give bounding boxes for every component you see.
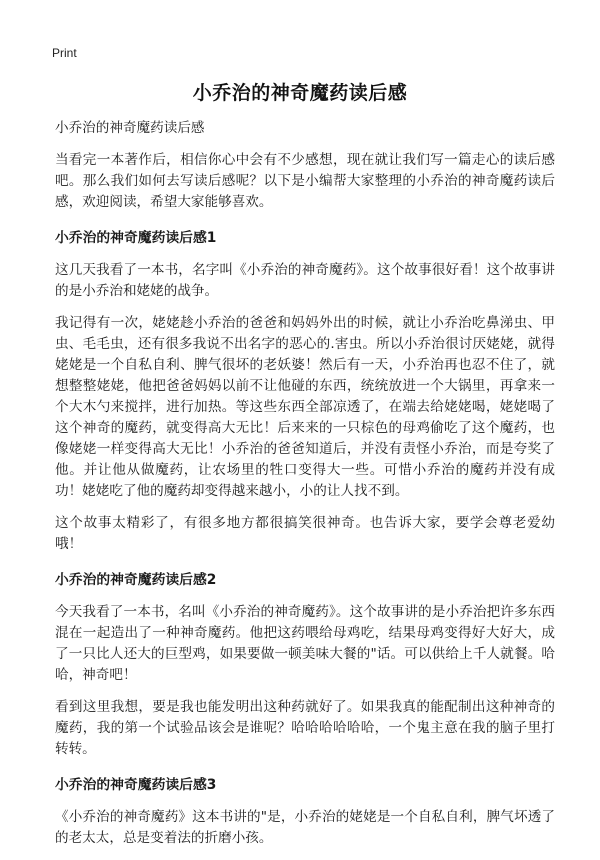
section-heading-2: 小乔治的神奇魔药读后感2: [55, 572, 217, 588]
section-2-paragraph-2: 看到这里我想，要是我也能发明出这种药就好了。如果我真的能配制出这种神奇的魔药，我的第一个试验品该会是谁呢？哈哈哈哈哈哈，一个鬼主意在我的脑子里打转转。: [55, 699, 555, 757]
section-heading-3: 小乔治的神奇魔药读后感3: [55, 777, 217, 793]
section-2-paragraph-1: 今天我看了一本书，名叫《小乔治的神奇魔药》。这个故事讲的是小乔治把许多东西混在一起造出了一种神奇魔药。他把这药喂给母鸡吃，结果母鸡变得好大好大，成了一只比人还大的巨型鸡，如果要做一顿美味大餐的"话。可以供给上千人就餐。哈哈，神奇吧！: [55, 604, 555, 683]
article-body: [55, 118, 555, 860]
section-1-paragraph-3: 这个故事太精彩了，有很多地方都很搞笑很神奇。也告诉大家，要学会尊老爱幼哦！: [55, 515, 555, 552]
page-title: 小乔治的神奇魔药读后感: [192, 82, 408, 104]
section-heading-1: 小乔治的神奇魔药读后感1: [55, 230, 217, 246]
section-3-paragraph-1: 《小乔治的神奇魔药》这本书讲的"是，小乔治的姥姥是一个自私自利，脾气坏透了的老太太，总是变着法的折磨小孩。: [55, 809, 555, 846]
section-1-paragraph-1: 这几天我看了一本书，名字叫《小乔治的神奇魔药》。这个故事很好看！这个故事讲的是小乔治和姥姥的战争。: [55, 262, 555, 299]
article-subtitle: 小乔治的神奇魔药读后感: [55, 120, 205, 136]
section-1-paragraph-2: 我记得有一次，姥姥趁小乔治的爸爸和妈妈外出的时候，就让小乔治吃鼻涕虫、甲虫、毛毛虫，还有很多我说不出名字的恶心的.害虫。所以小乔治很讨厌姥姥，就得姥姥是一个自私自利、脾气很坏的老妖婆！然后有一天，小乔治再也忍不住了，就想整整姥姥，他把爸爸妈妈以前不让他碰的东西，统统放进一个大锅里，再拿来一个大木勺来搅拌，进行加热。等这些东西全部凉透了，在端去给姥姥喝，姥姥喝了这个神奇的魔药，就变得高大无比！后来来的一只棕色的母鸡偷吃了这个魔药，也像姥姥一样变得高大无比！小乔治的爸爸知道后，并没有责怪小乔治，而是夸奖了他。并让他从做魔药，让农场里的牲口变得大一些。可惜小乔治的魔药并没有成功！姥姥吃了他的魔药却变得越来越小，小的让人找不到。: [55, 315, 555, 499]
print-label: Print: [52, 46, 77, 60]
intro-paragraph: 当看完一本著作后，相信你心中会有不少感想，现在就让我们写一篇走心的读后感吧。那么我们如何去写读后感呢？以下是小编帮大家整理的小乔治的神奇魔药读后感，欢迎阅读，希望大家能够喜欢。: [55, 152, 555, 210]
